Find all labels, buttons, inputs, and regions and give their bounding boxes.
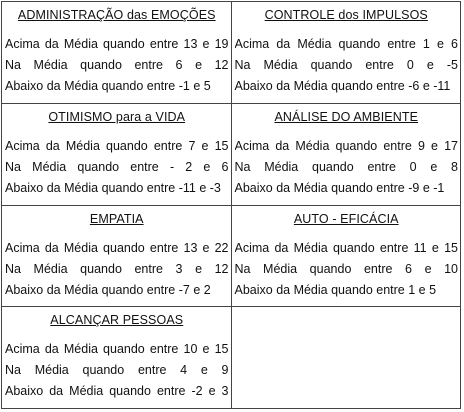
section-title: OTIMISMO para a VIDA	[48, 109, 186, 124]
below-average-range: Abaixo da Média quando entre -2 e 3	[5, 384, 229, 399]
average-range: Na Média quando entre 4 e 9	[5, 363, 229, 378]
section-cell	[231, 205, 461, 307]
section-title: ADMINISTRAÇÃO das EMOÇÕES	[17, 8, 216, 22]
section-cell	[2, 307, 232, 409]
section-cell	[231, 103, 461, 205]
below-average-range: Abaixo da Média quando entre -7 e 2	[5, 282, 211, 297]
average-range: Na Média quando entre 0 e -5	[234, 58, 458, 72]
below-average-range: Abaixo da Média quando entre -6 e -11	[234, 79, 451, 93]
above-average-range: Acima da Média quando entre 10 e 15	[5, 342, 229, 357]
section-cell	[2, 103, 232, 205]
table-row	[2, 205, 461, 307]
section-title: CONTROLE dos IMPULSOS	[264, 8, 428, 22]
empty-cell	[231, 307, 461, 409]
section-cell	[2, 205, 232, 307]
average-range: Na Média quando entre 6 e 10	[234, 261, 458, 276]
average-range: Na Média quando entre - 2 e 6	[5, 159, 229, 174]
average-range: Na Média quando entre 6 e 12	[5, 58, 229, 72]
above-average-range: Acima da Média quando entre 9 e 17	[234, 138, 458, 153]
below-average-range: Abaixo da Média quando entre -1 e 5	[5, 79, 211, 93]
above-average-range: Acima da Média quando entre 13 e 22	[5, 240, 229, 255]
below-average-range: Abaixo da Média quando entre -11 e -3	[5, 180, 221, 195]
section-cell	[231, 2, 461, 104]
score-ranges-table	[1, 1, 461, 409]
average-range: Na Média quando entre 0 e 8	[234, 159, 458, 174]
above-average-range: Acima da Média quando entre 13 e 19	[5, 37, 229, 51]
below-average-range: Abaixo da Média quando entre -9 e -1	[234, 180, 445, 195]
table-row	[2, 2, 461, 104]
section-title: ALCANÇAR PESSOAS	[50, 313, 184, 328]
table-row	[2, 307, 461, 409]
below-average-range: Abaixo da Média quando entre 1 e 5	[234, 282, 437, 297]
section-cell	[2, 2, 232, 104]
section-title: EMPATIA	[89, 211, 144, 226]
table-row	[2, 103, 461, 205]
above-average-range: Acima da Média quando entre 7 e 15	[5, 138, 229, 153]
section-title: AUTO - EFICÁCIA	[293, 211, 399, 226]
above-average-range: Acima da Média quando entre 1 e 6	[234, 37, 458, 51]
average-range: Na Média quando entre 3 e 12	[5, 261, 229, 276]
section-title: ANÁLISE DO AMBIENTE	[274, 109, 419, 124]
above-average-range: Acima da Média quando entre 11 e 15	[234, 240, 458, 255]
